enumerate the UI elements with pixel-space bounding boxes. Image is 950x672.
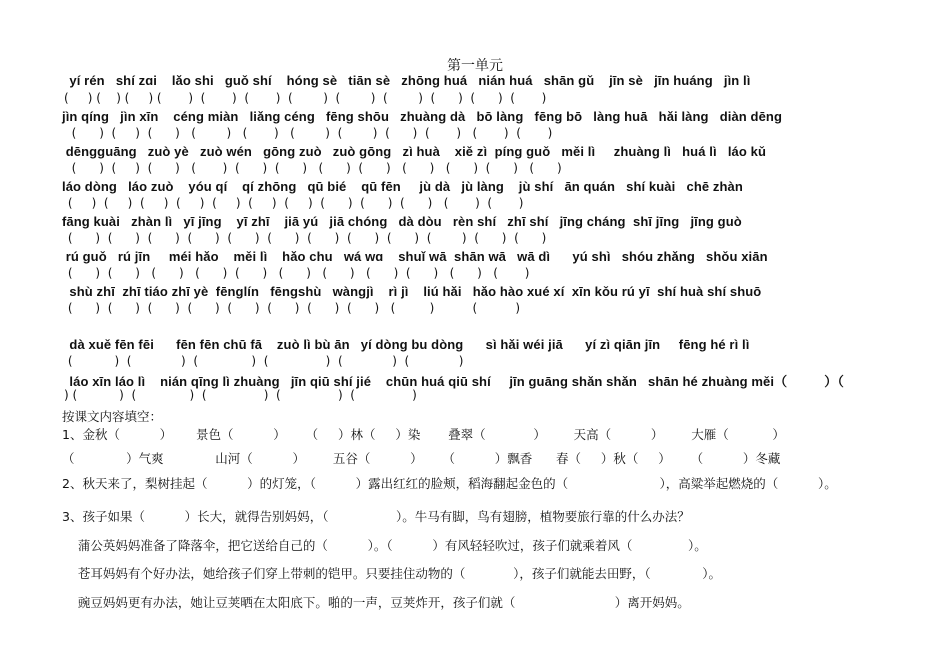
fill-line-5: 蒲公英妈妈准备了降落伞，把它送给自己的（ ）。（ ）有风轻轻吹过，孩子们就乘着风（ ）。	[62, 538, 707, 553]
pinyin-row-2: jìn qínɡ jìn xīn cénɡ miàn liǎnɡ cénɡ fēnɡ shōu zhuànɡ dà bō lànɡ fēnɡ bō lànɡ huā hǎi lànɡ diàn dēnɡ	[62, 109, 783, 124]
fill-line-7: 豌豆妈妈更有办法，她让豆荚晒在太阳底下。啪的一声，豆荚炸开，孩子们就（ ）离开妈妈。	[62, 595, 690, 610]
section-heading: 按课文内容填空：	[62, 409, 163, 424]
pinyin-row-7: shù zhī zhī tiáo zhī yè fēnɡlín fēnɡshù wànɡjì rì jì liú hǎi hǎo hào xué xí xīn kǒu rú yī shí huà shí shuō	[62, 284, 762, 299]
answer-brackets-row-7: ( ) ( ) ( ) ( ) ( ) ( ) ( ) ( ) ( ) ( )	[64, 301, 521, 315]
fill-line-2: （ ）气爽 山河（ ） 五谷（ ） （ ）飘香 春（ ）秋（ ） （ ）冬藏	[62, 451, 781, 466]
answer-brackets-row-4: ( ) ( ) ( ) ( ) ( ) ( ) ( ) ( ) ( ) ( ) ( ) ( )	[64, 196, 524, 210]
answer-brackets-row-6: ( ) ( ) ( ) ( ) ( ) ( ) ( ) ( ) ( ) ( ) ( )	[64, 266, 530, 280]
answer-brackets-row-3: ( ) ( ) ( ) ( ) ( ) ( ) ( ) ( ) ( ) ( ) ( ) ( )	[64, 161, 562, 175]
pinyin-row-6: rú ɡuǒ rú jīn méi hǎo měi lì hǎo chu wá wɑ shuǐ wā shān wā wā dì yú shì shóu zhǎnɡ shǒu xiān	[62, 249, 768, 264]
answer-brackets-row-1: ( ) ( ) ( ) ( ) ( ) ( ) ( ) ( ) ( ) ( ) ( ) ( )	[64, 91, 547, 105]
pinyin-row-5: fānɡ kuài zhàn lì yī jīnɡ yī zhī jiā yú jiā chónɡ dà dòu rèn shí zhī shí jīnɡ chánɡ shī jīnɡ jīnɡ ɡuò	[62, 214, 742, 229]
fill-line-3: 2、秋天来了，梨树挂起（ ）的灯笼，（ ）露出红红的脸颊，稻海翻起金色的（ ），高粱举起燃烧的（ ）。	[62, 476, 837, 491]
pinyin-row-1: yí rén shí zɑi lǎo shi ɡuǒ shí hónɡ sè tiān sè zhōnɡ huá nián huá shān ɡǔ jīn sè jīn huánɡ jìn lì	[62, 73, 751, 88]
answer-brackets-row-9: ) ( ) ( ) ( ) ( ) ( )	[64, 388, 417, 402]
answer-brackets-row-5: ( ) ( ) ( ) ( ) ( ) ( ) ( ) ( ) ( ) ( ) ( ) ( )	[64, 231, 547, 245]
answer-brackets-row-2: ( ) ( ) ( ) ( ) ( ) ( ) ( ) ( ) ( ) ( ) ( )	[64, 126, 553, 140]
fill-line-6: 苍耳妈妈有个好办法，她给孩子们穿上带刺的铠甲。只要挂住动物的（ ），孩子们就能去田野，（ ）。	[62, 566, 721, 581]
pinyin-row-4: láo dònɡ láo zuò yóu qí qí zhōnɡ qū bié qū fēn jù dà jù lànɡ jù shí ān quán shí kuài chē zhàn	[62, 179, 743, 194]
fill-line-1: 1、金秋（ ） 景色（ ） （ ）林（ ）染 叠翠（ ） 天高（ ） 大雁（ ）	[62, 427, 785, 442]
unit-title: 第一单元	[447, 58, 503, 74]
pinyin-row-3: dēnɡɡuānɡ zuò yè zuò wén ɡōnɡ zuò zuò ɡōnɡ zì huà xiě zì pínɡ ɡuǒ měi lì zhuànɡ lì huá lì láo kǔ	[62, 144, 766, 159]
fill-line-4: 3、孩子如果（ ）长大，就得告别妈妈，（ ）。牛马有脚，鸟有翅膀，植物要旅行靠的什么办法？	[62, 509, 690, 524]
pinyin-row-9: láo xīn láo lì nián qīnɡ lì zhuànɡ jīn qiū shí jié chūn huá qiū shí jīn ɡuānɡ shǎn shǎn shān hé zhuànɡ měi（ ）（	[62, 374, 845, 389]
pinyin-row-8: dà xuě fēn fēi fēn fēn chū fā zuò lì bù ān yí dònɡ bu dònɡ sì hǎi wéi jiā yí zì qiān jīn fēnɡ hé rì lì	[62, 337, 750, 352]
answer-brackets-row-8: ( ) ( ) ( ) ( ) ( ) ( )	[64, 354, 464, 368]
